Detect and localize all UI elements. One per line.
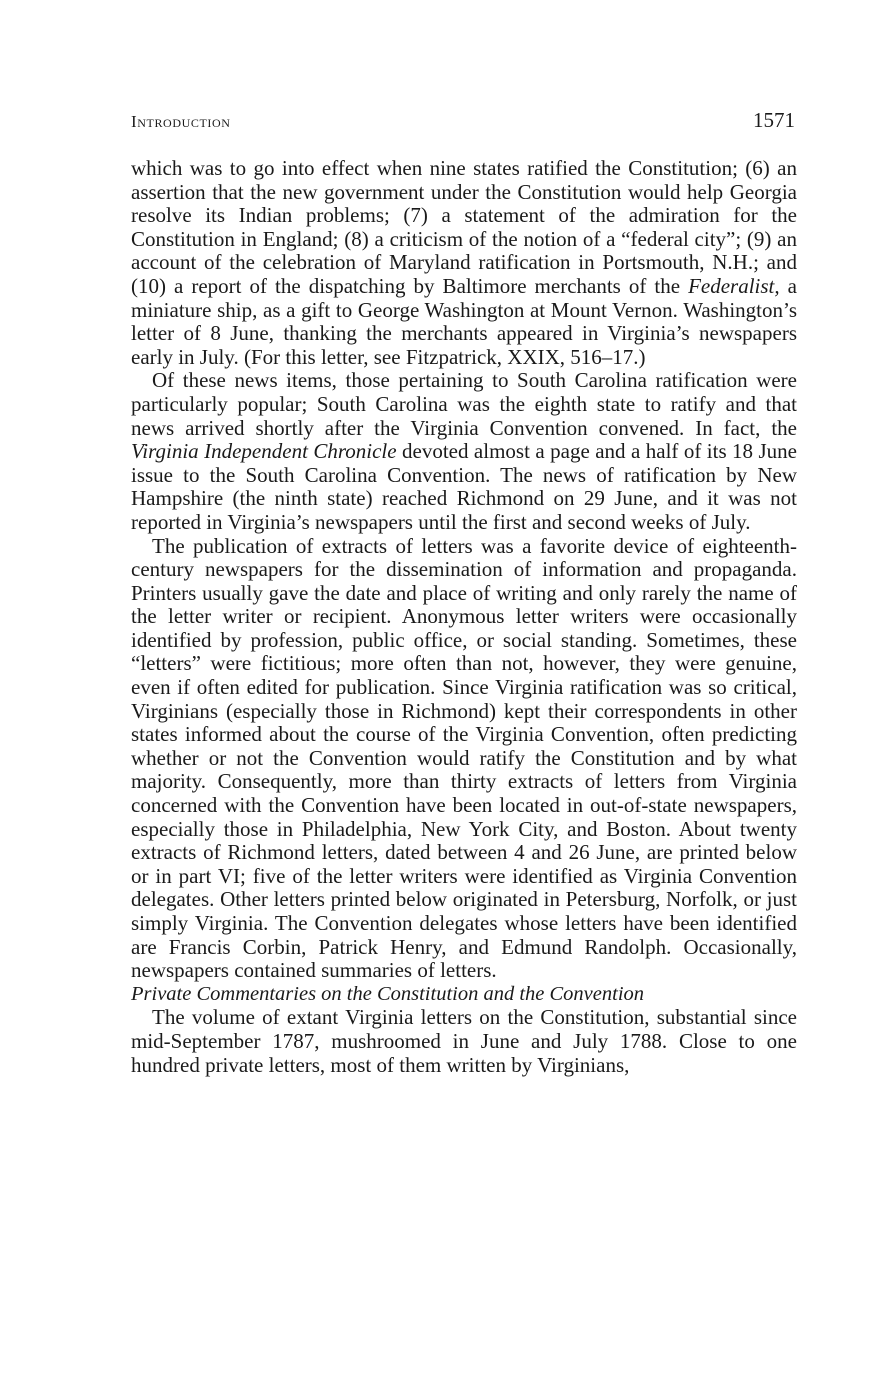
section-subheading: Private Commentaries on the Constitution and the Convention <box>131 982 645 1005</box>
section-title: Introduction <box>131 112 231 131</box>
paragraph-text: which was to go into effect when nine states ratified the Constitution; (6) an assertion that the new government under the Constitution would help Georgia resolve its Indian problems; (7) a statement of the admiration for the Constitution in England; (8) a criticism of the notion of a “federal city”; (9) an account of the celebration of Maryland ratification in Portsmouth, N.H.; and (10) a report of the dispatching by Baltimore merchants of the <box>131 156 797 298</box>
page-number: 1571 <box>753 108 795 132</box>
paragraph-private-letters: The volume of extant Virginia letters on the Constitution, substantial since mid-September 1787, mushroomed in June and July 1788. Close to one hundred private letters, most of them written by Virginians, <box>131 1005 797 1077</box>
paragraph-text: devoted almost a page and a half of its 18 June issue to the South Carolina Convention. The news of ratification by New Hampshire (the ninth state) reached Richmond on 29 June, and it was not reported in Virginia’s newspapers until the first and second weeks of July. <box>131 439 797 534</box>
paragraph-letter-extracts: The publication of extracts of letters was a favorite device of eighteenth-century newspapers for the dissemination of information and propaganda. Printers usually gave the date and place of writing and only rarely the name of the letter writer or recipient. Anonymous letter writers were occasionally identified by profession, public office, or social standing. Sometimes, these “letters” were fictitious; more often than not, however, they were genuine, even if often edited for publication. Since Virginia ratification was so critical, Virginians (especially those in Richmond) kept their correspondents in other states informed about the course of the Virginia Convention, often predicting whether or not the Convention would ratify the Constitution and by what majority. Consequently, more than thirty extracts of letters from Virginia concerned with the Convention have been located in out-of-state newspapers, especially those in Philadelphia, New York City, and Boston. About twenty extracts of Richmond letters, dated between 4 and 26 June, are printed below or in part VI; five of the letter writers were identified as Virginia Convention delegates. Other letters printed below originated in Petersburg, Norfolk, or just simply Virginia. The Convention delegates whose letters have been identified are Francis Corbin, Patrick Henry, and Edmund Randolph. Occasionally, newspapers contained summaries of letters. <box>131 533 797 983</box>
paragraph-text: Of these news items, those pertaining to South Carolina ratification were particularly popular; South Carolina was the eighth state to ratify and that news arrived shortly after the Virginia Convention convened. In fact, the <box>131 368 797 440</box>
paragraph-text: a miniature ship, as a gift to George Washington at Mount Vernon. Washington’s letter of 8 June, thanking the merchants appeared in Virginia’s newspapers early in July. (For this letter, see Fitzpatrick, XXIX, 516–17.) <box>131 273 797 369</box>
running-head <box>131 108 795 138</box>
paragraph-continued <box>131 157 797 369</box>
italic-title-newspaper: Virginia Independent Chronicle <box>131 439 397 464</box>
paragraph-south-carolina <box>131 369 797 534</box>
body-text <box>131 157 797 1077</box>
italic-title-federalist: Federalist, <box>688 273 780 298</box>
